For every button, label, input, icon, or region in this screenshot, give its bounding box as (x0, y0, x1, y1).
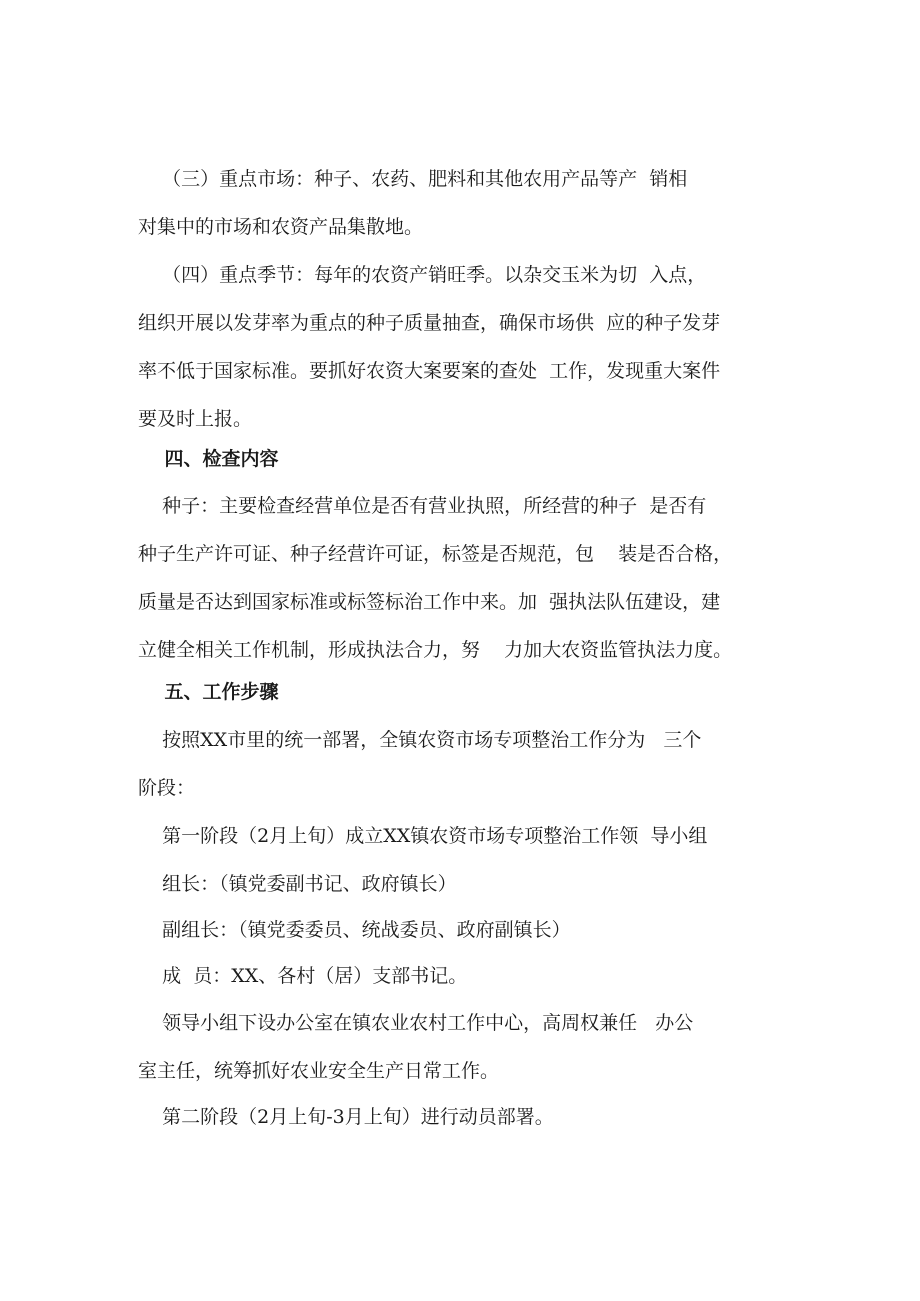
text-line: 成 员：XX、各村（居）支部书记。 (138, 965, 468, 987)
section-heading-inspection-content (138, 435, 788, 483)
paragraph-group-leader (138, 860, 788, 908)
text-line: 阶段： (138, 777, 196, 799)
text-line: 组长：（镇党委副书记、政府镇长） (138, 873, 457, 895)
text-line: 立健全相关工作机制，形成执法合力，努 力加大农资监管执法力度。 (138, 639, 733, 661)
paragraph-stage-one (138, 812, 788, 860)
text-line: 组织开展以发芽率为重点的种子质量抽查，确保市场供 应的种子发芽 (138, 312, 721, 334)
paragraph-key-seasons (138, 251, 788, 443)
text-line: 按照XX市里的统一部署，全镇农资市场专项整治工作分为 三个 (138, 729, 702, 751)
paragraph-steps-intro (138, 716, 788, 812)
text-line: 质量是否达到国家标准或标签标治工作中来。加 强执法队伍建设，建 (138, 591, 721, 613)
paragraph-office (138, 999, 788, 1095)
text-line: 副组长：（镇党委委员、统战委员、政府副镇长） (138, 919, 571, 941)
text-line: 种子：主要检查经营单位是否有营业执照，所经营的种子 是否有 (138, 495, 707, 517)
section-heading: 四、检查内容 (138, 448, 279, 470)
text-line: 第一阶段（2月上旬）成立XX镇农资市场专项整治工作领 导小组 (138, 825, 708, 847)
text-line: 第二阶段（2月上旬-3月上旬）进行动员部署。 (138, 1106, 554, 1128)
text-line: 要及时上报。 (138, 408, 253, 430)
text-line: （四）重点季节：每年的农资产销旺季。以杂交玉米为切 入点， (138, 264, 707, 286)
section-heading: 五、工作步骤 (138, 681, 279, 703)
paragraph-deputy-leader (138, 906, 788, 954)
text-line: 领导小组下设办公室在镇农业农村工作中心，高周权兼任 办公 (138, 1012, 694, 1034)
text-line: （三）重点市场：种子、农药、肥料和其他农用产品等产 销相 (138, 168, 688, 190)
text-line: 对集中的市场和农资产品集散地。 (138, 216, 424, 238)
text-line: 室主任，统筹抓好农业安全生产日常工作。 (138, 1060, 500, 1082)
paragraph-stage-two (138, 1093, 788, 1141)
paragraph-members (138, 952, 788, 1000)
section-heading-work-steps (138, 668, 788, 716)
text-line: 率不低于国家标准。要抓好农资大案要案的查处 工作，发现重大案件 (138, 360, 721, 382)
paragraph-key-markets (138, 155, 788, 251)
text-line: 种子生产许可证、种子经营许可证，标签是否规范，包 装是否合格， (138, 543, 733, 565)
paragraph-seeds (138, 482, 788, 674)
